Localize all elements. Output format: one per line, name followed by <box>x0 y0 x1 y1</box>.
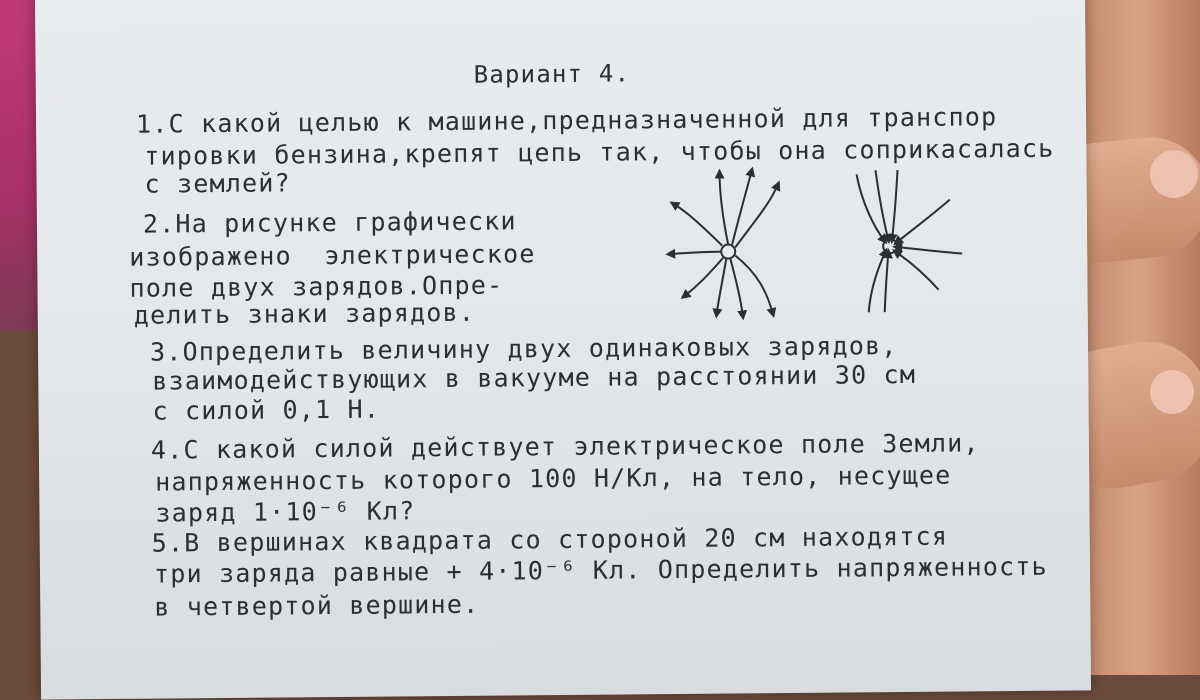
question-5-line-1: 5.В вершинах квадрата со стороной 20 см находятся <box>151 521 949 558</box>
paper-sheet <box>35 0 1091 700</box>
question-4-line-1: 4.С какой силой действует электрическое поле Земли, <box>150 428 980 465</box>
question-3-line-3: с силой 0,1 Н. <box>152 394 381 426</box>
question-4-line-3: заряд 1·10⁻⁶ Кл? <box>155 496 416 528</box>
question-2-line-4: делить знаки зарядов. <box>133 297 476 330</box>
question-5-line-3: в четвертой вершине. <box>154 589 480 622</box>
question-2-line-3: поле двух зарядов.Опре- <box>129 270 504 303</box>
charge-right <box>857 170 963 313</box>
question-1-line-1: 1.С какой целью к машине,предназначенной для транспор <box>135 102 998 139</box>
charge-left-circle <box>721 244 735 258</box>
question-5-line-2: три заряда равные + 4·10⁻⁶ Кл. Определить напряженность <box>153 551 1048 589</box>
question-2-line-2: изображено электрическое <box>129 239 536 272</box>
field-lines-diagram <box>661 161 972 324</box>
question-3-line-2: взаимодействующих в вакууме на расстоянии 30 см <box>152 359 917 396</box>
question-4-line-2: напряженность которого 100 Н/Кл, на тело, несущее <box>155 460 952 497</box>
question-2-line-1: 2.На рисунке графически <box>142 206 517 239</box>
charge-right-circle <box>883 239 897 253</box>
charge-left <box>670 171 779 316</box>
variant-title: Вариант 4. <box>473 59 631 89</box>
question-3-line-1: 3.Определить величину двух одинаковых зарядов, <box>149 331 898 367</box>
fingernail-lower <box>1150 370 1194 414</box>
question-1-line-3: с землей? <box>144 168 291 199</box>
fingernail-upper <box>1150 150 1198 198</box>
question-1-line-2: тировки бензина,крепят цепь так, чтобы она соприкасалась <box>144 133 1055 171</box>
